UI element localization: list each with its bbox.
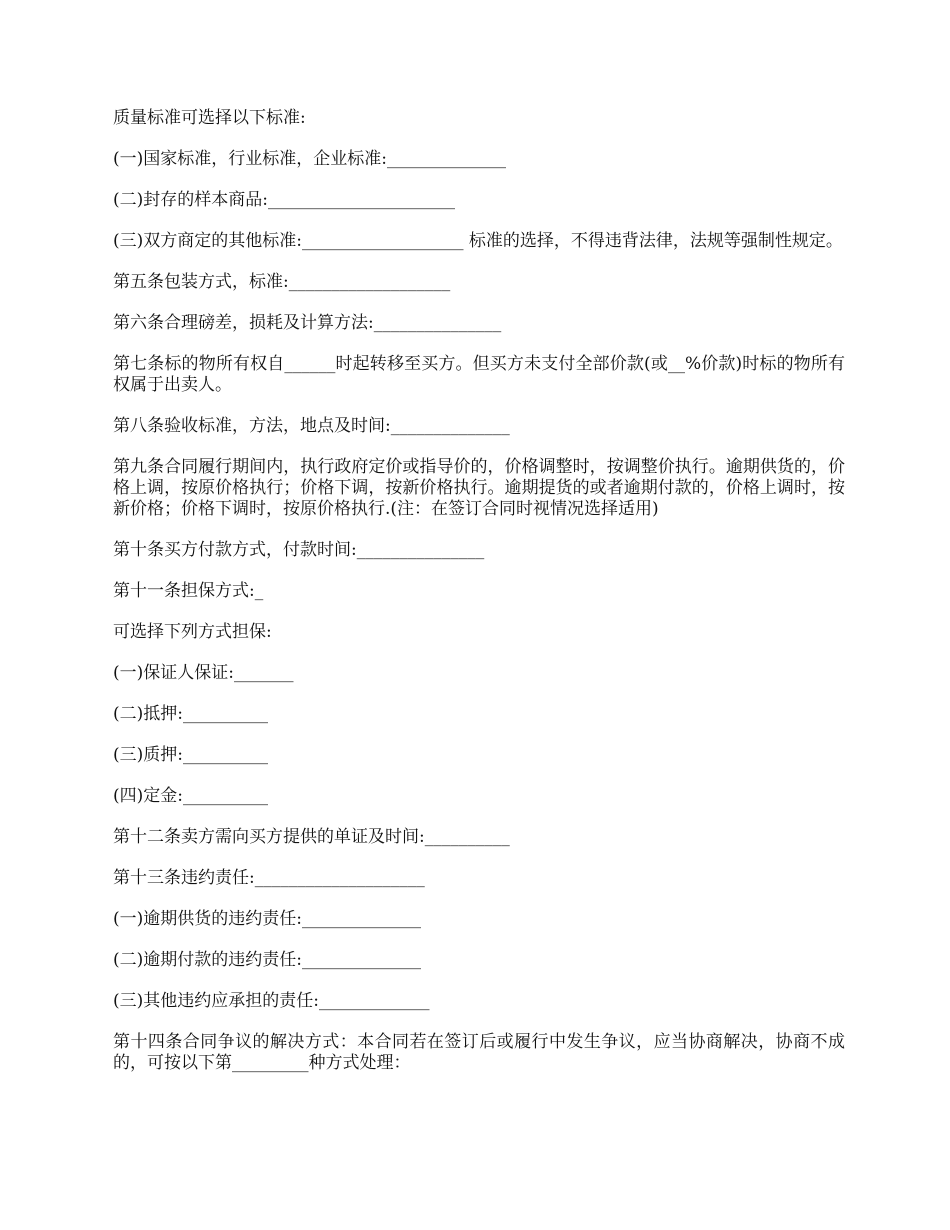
other-agreed-standards: (三)双方商定的其他标准:___________________ 标准的选择，不得违背法律，法规等强制性规定。 <box>113 231 843 251</box>
other-breach-liability: (三)其他违约应承担的责任:_____________ <box>113 991 430 1011</box>
national-industry-enterprise-standard: (一)国家标准，行业标准，企业标准:______________ <box>113 149 506 169</box>
article-10-payment: 第十条买方付款方式，付款时间:_______________ <box>113 540 485 560</box>
article-7-ownership-transfer: 第七条标的物所有权自______时起转移至买方。但买方未支付全部价款(或__%价款)时标的物所有权属于出卖人。 <box>113 354 845 395</box>
late-delivery-liability: (一)逾期供货的违约责任:______________ <box>113 909 421 929</box>
article-8-acceptance: 第八条验收标准，方法，地点及时间:______________ <box>113 416 510 436</box>
document-page <box>113 108 845 1094</box>
article-12-documents: 第十二条卖方需向买方提供的单证及时间:__________ <box>113 827 510 847</box>
pledge: (三)质押:__________ <box>113 745 268 765</box>
sealed-sample-goods: (二)封存的样本商品:______________________ <box>113 190 455 210</box>
guarantee-options-intro: 可选择下列方式担保: <box>113 622 272 642</box>
article-11-guarantee: 第十一条担保方式:_ <box>113 581 264 601</box>
guarantor-guarantee: (一)保证人保证:_______ <box>113 663 294 683</box>
article-6-tolerance-loss: 第六条合理磅差，损耗及计算方法:_______________ <box>113 313 502 333</box>
mortgage: (二)抵押:__________ <box>113 704 268 724</box>
article-13-liability: 第十三条违约责任:____________________ <box>113 868 425 888</box>
late-payment-liability: (二)逾期付款的违约责任:______________ <box>113 950 421 970</box>
article-14-dispute-resolution: 第十四条合同争议的解决方式：本合同若在签订后或履行中发生争议，应当协商解决，协商不成的，可按以下第_________种方式处理： <box>113 1032 845 1073</box>
article-9-price-adjustment: 第九条合同履行期间内，执行政府定价或指导价的，价格调整时，按调整价执行。逾期供货的，价格上调，按原价格执行；价格下调，按新价格执行。逾期提货的或者逾期付款的，价格上调时，按新价格；价格下调时，按原价格执行.(注：在签订合同时视情况选择适用) <box>113 457 845 519</box>
quality-standard-intro: 质量标准可选择以下标准: <box>113 108 306 128</box>
article-5-packaging: 第五条包装方式，标准:___________________ <box>113 272 451 292</box>
deposit: (四)定金:__________ <box>113 786 268 806</box>
